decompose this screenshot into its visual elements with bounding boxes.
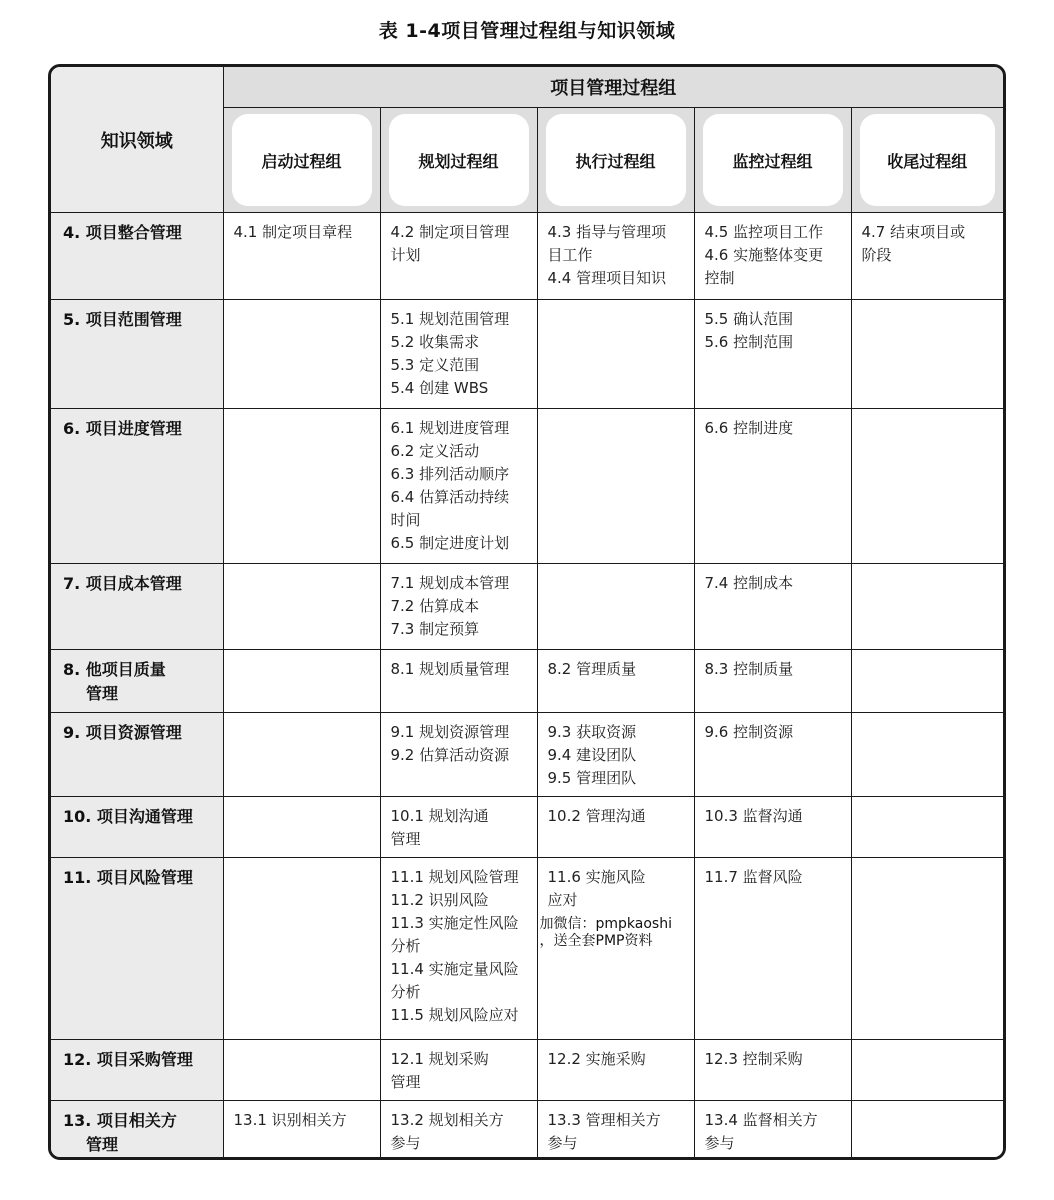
knowledge-area-label: 7. 项目成本管理 — [63, 574, 182, 593]
process-cell — [694, 713, 851, 797]
phase-header-initiating: 启动过程组 — [223, 108, 380, 213]
process-line: 9.3 获取资源 — [547, 723, 637, 741]
process-cell — [694, 797, 851, 858]
process-group-header: 项目管理过程组 — [223, 67, 1003, 108]
knowledge-area-header: 知识领域 — [51, 67, 223, 213]
knowledge-area-cell — [51, 564, 223, 650]
process-cell — [851, 797, 1003, 858]
knowledge-area-label: 9. 项目资源管理 — [63, 723, 182, 742]
process-line: 7.4 控制成本 — [704, 574, 794, 592]
process-cell — [537, 650, 694, 713]
process-cell — [694, 409, 851, 564]
process-cell — [537, 797, 694, 858]
process-cell — [694, 650, 851, 713]
process-cell — [223, 858, 380, 1040]
process-cell — [851, 650, 1003, 713]
process-table-frame — [48, 64, 1006, 1160]
process-cell — [380, 1101, 537, 1161]
table-row — [51, 300, 1003, 409]
process-cell — [537, 858, 694, 1040]
process-line: 11.3 实施定性风险 — [390, 914, 519, 932]
phase-header-executing: 执行过程组 — [537, 108, 694, 213]
process-line: 4.1 制定项目章程 — [233, 223, 353, 241]
phase-header-monitoring: 监控过程组 — [694, 108, 851, 213]
table-row — [51, 564, 1003, 650]
process-line: 12.2 实施采购 — [547, 1050, 646, 1068]
process-cell — [380, 858, 537, 1040]
process-cell — [223, 650, 380, 713]
process-line: 11.2 识别风险 — [390, 891, 489, 909]
process-line: 13.2 规划相关方 — [390, 1111, 504, 1129]
process-cell — [380, 797, 537, 858]
process-line: 11.4 实施定量风险 — [390, 960, 519, 978]
process-cell — [380, 650, 537, 713]
process-line: 4.7 结束项目或 — [861, 223, 966, 241]
process-line: 管理 — [390, 1073, 421, 1091]
process-line: 5.2 收集需求 — [390, 333, 480, 351]
process-line: 9.1 规划资源管理 — [390, 723, 510, 741]
process-cell — [851, 1101, 1003, 1161]
process-line: 13.1 识别相关方 — [233, 1111, 347, 1129]
process-line: 8.2 管理质量 — [547, 660, 637, 678]
wechat-note — [540, 916, 686, 950]
process-cell — [537, 1101, 694, 1161]
process-cell — [380, 300, 537, 409]
process-cell — [694, 1101, 851, 1161]
table-row — [51, 650, 1003, 713]
process-line: 4.4 管理项目知识 — [547, 269, 667, 287]
process-line: 11.6 实施风险 — [547, 868, 646, 886]
process-cell — [537, 713, 694, 797]
phase-header-closing: 收尾过程组 — [851, 108, 1003, 213]
process-line: 9.4 建设团队 — [547, 746, 637, 764]
process-cell — [223, 713, 380, 797]
process-line: 分析 — [390, 983, 421, 1001]
process-line: 管理 — [390, 830, 421, 848]
process-line: 6.6 控制进度 — [704, 419, 794, 437]
knowledge-area-cell — [51, 213, 223, 300]
process-line: 4.6 实施整体变更 — [704, 246, 824, 264]
knowledge-area-cell — [51, 409, 223, 564]
process-line: 13.3 管理相关方 — [547, 1111, 661, 1129]
wechat-note-line: 加微信：pmpkaoshi — [539, 916, 672, 932]
process-cell — [223, 409, 380, 564]
process-cell — [694, 300, 851, 409]
process-cell — [694, 564, 851, 650]
process-line: 13.4 监督相关方 — [704, 1111, 818, 1129]
process-cell — [223, 213, 380, 300]
process-cell — [851, 564, 1003, 650]
process-line: 8.1 规划质量管理 — [390, 660, 510, 678]
table-row — [51, 1101, 1003, 1161]
process-cell — [380, 409, 537, 564]
process-line: 11.1 规划风险管理 — [390, 868, 519, 886]
knowledge-area-cell — [51, 1040, 223, 1101]
knowledge-area-label: 6. 项目进度管理 — [63, 419, 182, 438]
knowledge-area-label-cont: 管理 — [86, 1135, 119, 1154]
process-line: 参与 — [390, 1134, 421, 1152]
process-line: 计划 — [390, 246, 421, 264]
table-row — [51, 1040, 1003, 1101]
knowledge-area-label: 13. 项目相关方 — [63, 1111, 177, 1130]
process-line: 4.3 指导与管理项 — [547, 223, 667, 241]
process-line: 6.1 规划进度管理 — [390, 419, 510, 437]
phase-header-planning: 规划过程组 — [380, 108, 537, 213]
process-line: 参与 — [547, 1134, 578, 1152]
process-cell — [851, 300, 1003, 409]
process-line: 5.6 控制范围 — [704, 333, 794, 351]
process-cell — [537, 213, 694, 300]
process-cell — [380, 564, 537, 650]
process-cell — [380, 713, 537, 797]
process-cell — [223, 1101, 380, 1161]
process-line: 5.3 定义范围 — [390, 356, 480, 374]
knowledge-area-label: 10. 项目沟通管理 — [63, 807, 193, 826]
process-cell — [380, 1040, 537, 1101]
process-line: 10.2 管理沟通 — [547, 807, 646, 825]
process-line: 6.2 定义活动 — [390, 442, 480, 460]
process-line: 时间 — [390, 511, 421, 529]
process-cell — [380, 213, 537, 300]
process-line: 参与 — [704, 1134, 735, 1152]
process-cell — [851, 858, 1003, 1040]
process-line: 分析 — [390, 937, 421, 955]
knowledge-area-cell — [51, 713, 223, 797]
process-cell — [851, 1040, 1003, 1101]
process-line: 应对 — [547, 891, 578, 909]
knowledge-area-label: 5. 项目范围管理 — [63, 310, 182, 329]
knowledge-area-cell — [51, 1101, 223, 1161]
knowledge-area-label: 4. 项目整合管理 — [63, 223, 182, 242]
table-row — [51, 409, 1003, 564]
process-cell — [223, 564, 380, 650]
process-cell — [537, 409, 694, 564]
process-line: 9.6 控制资源 — [704, 723, 794, 741]
process-line: 7.2 估算成本 — [390, 597, 480, 615]
process-line: 7.3 制定预算 — [390, 620, 480, 638]
table-title: 表 1-4项目管理过程组与知识领域 — [378, 20, 676, 42]
process-line: 9.2 估算活动资源 — [390, 746, 510, 764]
table-row — [51, 858, 1003, 1040]
process-line: 6.5 制定进度计划 — [390, 534, 510, 552]
process-line: 11.7 监督风险 — [704, 868, 803, 886]
process-line: 8.3 控制质量 — [704, 660, 794, 678]
process-cell — [537, 1040, 694, 1101]
process-cell — [223, 300, 380, 409]
knowledge-area-label: 11. 项目风险管理 — [63, 868, 193, 887]
knowledge-area-cell — [51, 858, 223, 1040]
process-cell — [223, 797, 380, 858]
wechat-note-line: ，送全套PMP资料 — [539, 933, 653, 949]
process-line: 6.4 估算活动持续 — [390, 488, 510, 506]
process-cell — [694, 213, 851, 300]
process-line: 目工作 — [547, 246, 593, 264]
process-cell — [537, 564, 694, 650]
knowledge-area-cell — [51, 797, 223, 858]
process-line: 12.3 控制采购 — [704, 1050, 803, 1068]
process-cell — [851, 409, 1003, 564]
knowledge-area-label-cont: 管理 — [86, 684, 119, 703]
process-line: 9.5 管理团队 — [547, 769, 637, 787]
process-line: 4.2 制定项目管理 — [390, 223, 510, 241]
process-line: 4.5 监控项目工作 — [704, 223, 824, 241]
process-table — [51, 67, 1003, 1160]
process-cell — [851, 713, 1003, 797]
process-line: 5.5 确认范围 — [704, 310, 794, 328]
process-cell — [223, 1040, 380, 1101]
process-line: 控制 — [704, 269, 735, 287]
process-line: 11.5 规划风险应对 — [390, 1006, 519, 1024]
process-cell — [851, 213, 1003, 300]
process-line: 12.1 规划采购 — [390, 1050, 489, 1068]
process-cell — [694, 1040, 851, 1101]
knowledge-area-cell — [51, 300, 223, 409]
process-line: 10.1 规划沟通 — [390, 807, 489, 825]
process-line: 5.4 创建 WBS — [390, 379, 489, 397]
process-cell — [694, 858, 851, 1040]
process-line: 阶段 — [861, 246, 892, 264]
knowledge-area-label: 12. 项目采购管理 — [63, 1050, 193, 1069]
knowledge-area-label: 8. 他项目质量 — [63, 660, 166, 679]
process-line: 5.1 规划范围管理 — [390, 310, 510, 328]
knowledge-area-cell — [51, 650, 223, 713]
table-row — [51, 213, 1003, 300]
process-line: 6.3 排列活动顺序 — [390, 465, 510, 483]
table-row — [51, 797, 1003, 858]
process-cell — [537, 300, 694, 409]
process-line: 10.3 监督沟通 — [704, 807, 803, 825]
table-row — [51, 713, 1003, 797]
process-line: 7.1 规划成本管理 — [390, 574, 510, 592]
